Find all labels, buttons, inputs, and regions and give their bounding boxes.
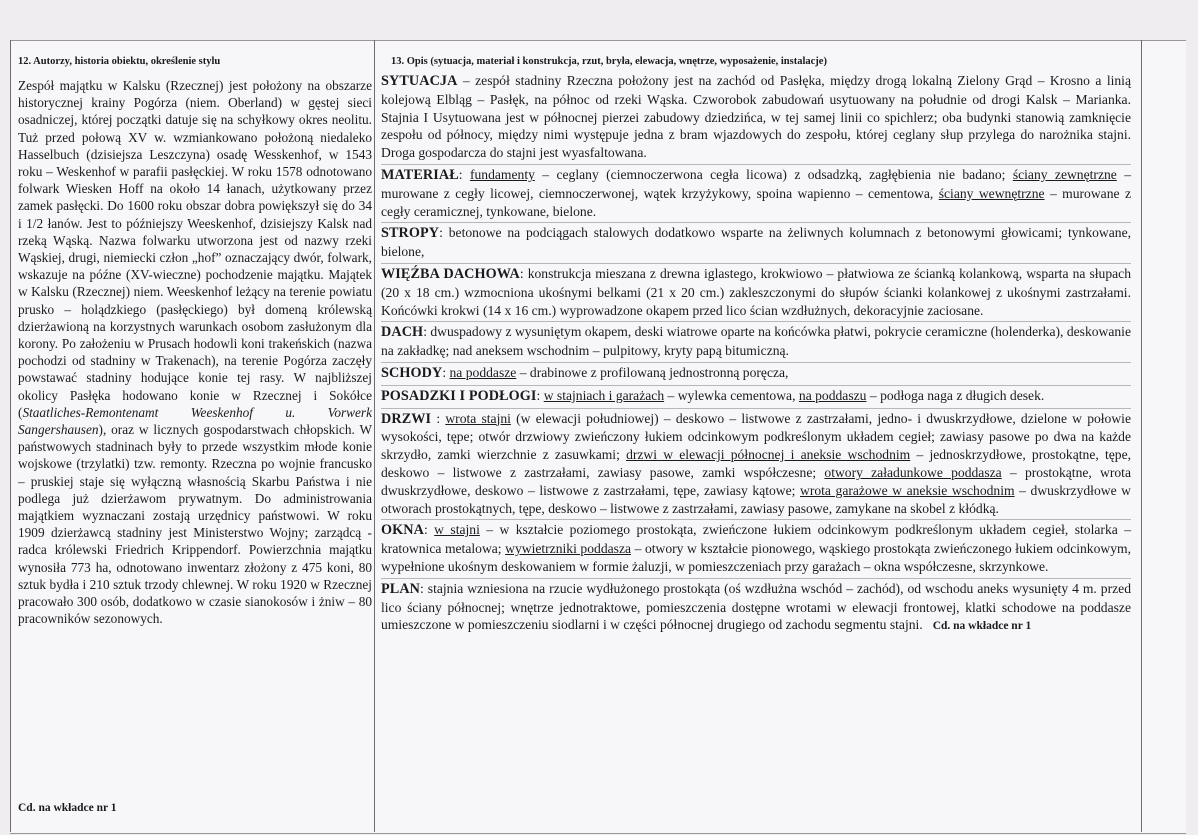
history-title: 12. Autorzy, historia obiektu, określenie stylu	[18, 56, 221, 67]
separator	[381, 321, 1131, 322]
section-schody: SCHODY: na poddasze – drabinowe z profilowaną jednostronną poręcza,	[381, 364, 789, 381]
description-title: 13. Opis (sytuacja, materiał i konstrukcja, rzut, bryła, elewacja, wnętrze, wyposażenie, instalacje)	[391, 56, 827, 67]
separator	[381, 408, 1131, 409]
section-sytuacja: SYTUACJA – zespół stadniny Rzeczna położony jest na zachód od Pasłęka, między drogą lokalną Zielony Grąd – Krosno a linią kolejową Elbląg – Pasłęk, na północ od rzeki Wąska. Czworobok zabudowań usytuowany na południe od drogi Kalsk – Marianka. Stajnia I Usytuowana jest w północnej pierzei zabudowy dziedzińca, w tej samej linii co spichlerz; oba budynki stanowią zamknięcie zespołu od północy, między nimi występuje jedna z bram wjazdowych do zespołu, której ceglany słup przylega do narożnika stajni. Droga gospodarcza do stajni jest wyasfaltowana.	[381, 73, 1131, 161]
section-dach: DACH: dwuspadowy z wysuniętym okapem, deski wiatrowe oparte na końcówka płatwi, pokrycie ceramiczne (holenderka), deskowanie na zakładkę; nad aneksem wschodnim – pulpitowy, kryty papą bitumiczną.	[381, 324, 1131, 359]
section-material: MATERIAŁ: fundamenty – ceglany (ciemnoczerwona cegła licowa) z odsadzką, zagłębienia nie badano; ściany zewnętrzne – murowane z cegły licowej, ciemnoczerwonej, wątek krzyżykowy, spoina wapienno – cementowa, ściany wewnętrzne – murowane z cegły ceramicznej, tynkowane, bielone.	[381, 166, 1131, 219]
separator	[381, 164, 1131, 165]
separator	[381, 385, 1131, 386]
section-drzwi: DRZWI : wrota stajni (w elewacji południowej) – deskowo – listwowe z zastrzałami, jedno- i dwuskrzydłowe, dzielone w połowie wysokości, tępe; otwór drzwiowy zwieńczony łukiem odcinkowym podkreślonym układem cegieł; zawiasy pasowe po dwa na każde skrzydło, zamki wierzchnie z zasuwkami; drzwi w elewacji północnej i aneksie wschodnim – jednoskrzydłowe, prostokątne, tępe, deskowo – listwowe z zastrzałami, zawiasy pasowe, zamki współczesne; otwory załadunkowe poddasza – prostokątne, wrota dwuskrzydłowe, deskowo – listwowe z zastrzałami, tępe, zawiasy kątowe; wrota garażowe w aneksie wschodnim – dwuskrzydłowe w otworach prostokątnych, tępe, deskowo – listwowe z zastrzałami, zawiasy pasowe, zamykane na skobel z kłódką.	[381, 410, 1132, 516]
section-okna: OKNA: w stajni – w kształcie poziomego prostokąta, zwieńczone łukiem odcinkowym podkreślonym układem cegieł, stolarka – kratownica metalowa; wywietrzniki poddasza – otwory w kształcie pionowego, wąskiego prostokąta zwieńczonego łukiem odcinkowym, wypełnione ukośnym deskowaniem w formie żaluzji, w pomieszczeniach przy garażach – okna współczesne, skrzynkowe.	[381, 522, 1131, 574]
description-continued: Cd. na wkładce nr 1	[932, 620, 1032, 633]
description-column	[381, 56, 1131, 637]
separator	[381, 519, 1131, 520]
column-divider	[374, 40, 375, 832]
separator	[381, 263, 1131, 264]
separator	[381, 222, 1131, 223]
history-continued: Cd. na wkładce nr 1	[18, 802, 117, 814]
separator	[381, 578, 1131, 579]
separator	[381, 362, 1131, 363]
left-border	[10, 40, 11, 832]
section-stropy: STROPY: betonowe na podciągach stalowych dodatkowo wsparte na żeliwnych kolumnach z betonowymi głowicami; tynkowane, bielone,	[381, 225, 1131, 260]
history-text: Zespół majątku w Kalsku (Rzecznej) jest położony na obszarze historycznej krainy Pogórza (niem. Oberland) w gęstej sieci osadniczej, której początki datuje się na schyłkowy okres neolitu. Tuż przed połową XV w. wzmiankowano położoną niedaleko Hasselbuch (dzisiejsza Leszczyna) osadę Wesskenhof, w 1543 roku – Weskenhof w parafii pasłęckiej. W roku 1578 odnotowano folwark Wiesken Hoff na około 14 łanach, użytkowany przez zamek pasłęcki. Do 1600 roku obszar dobra powiększył się do 34 i 1/2 łanów. Jest to późniejszy Weeskenhof, dzisiejszy Kalsk nad rzeką Wąską. Nazwa folwarku utworzona jest od nazwy rzeki Wąskiej, drugi, niemiecki człon „hof” oznaczający dwór, folwark, wskazuje na późne (XV-wieczne) pochodzenie majątku. Majątek w Kalsku (Rzecznej) niem. Weeskenhof leżący na terenie powiatu prusko – holądzkiego (pasłęckiego) był domeną królewską dzierżawioną na korzystnych warunkach osobom zasłużonym dla korony. Po założeniu w Prusach hodowli koni trakeńskich (nazwa pochodzi od stadniny w Trakenach), na terenie Pogórza zaczęły powstawać stadniny hodujące konie tej rasy. W najbliższej okolicy Pasłęka hodowano konie w Rzecznej i Sokółce (Staatliches-Remontenamt Weeskenhof u. Vorwerk Sangershausen), oraz w licznych gospodarstwach chłopskich. W państwowych stadninach były to przede wszystkim młode konie wojskowe (trzylatki) tzw. remonty. Rzeczna po wojnie francusko – pruskiej staje się wyłączną własnością Skarbu Państwa i nie podlega już dzierżawom prywatnym. Do administrowania majątkiem wyznaczani zostają urzędnicy państwowi. W roku 1909 dzierżawcą stadniny jest Ministerstwo Wojny; zarządcą - radca królewski Friedrich Krippendorf. Powierzchnia majątku wynosiła 773 ha, odnotowano inwentarz złożony z 475 koni, 80 sztuk bydła i 210 sztuk trzody chlewnej. W roku 1920 w Rzecznej pracowało 300 osób, dodatkowo w czasie sianokosów i żniw – 80 pracowników sezonowych.	[18, 78, 372, 627]
section-plan: PLAN: stajnia wzniesiona na rzucie wydłużonego prostokąta (oś wzdłużna wschód – zachód), od wschodu aneks wysunięty 4 m. przed lico ściany północnej; wnętrze jednotraktowe, pomieszczenia dostępne wrotami w elewacji frontowej, klatki schodowe na poddasze umieszczone w pomieszczeniu siodlarni i w części północnej drugiego od zachodu segmentu stajni. Cd. na wkładce nr 1	[381, 580, 1131, 633]
right-border	[1141, 40, 1142, 832]
section-wiezba: WIĘŹBA DACHOWA: konstrukcja mieszana z drewna iglastego, krokwiowo – płatwiowa ze ścianką kolankową, wsparta na słupach (20 x 18 cm.) wzmocniona ukośnymi belkami (21 x 20 cm.) zakleszczonymi do słupów ścianki kolankowej z ukośnymi zastrzałami. Końcówki krokwi (14 x 16 cm.) wyprowadzone okapem przed lico ścian wzdłużnych, dekoracyjnie zaciosane.	[381, 265, 1131, 318]
history-column	[18, 56, 372, 628]
section-posadzki: POSADZKI I PODŁOGI: w stajniach i garażach – wylewka cementowa, na poddaszu – podłoga naga z długich desek.	[381, 387, 1045, 404]
